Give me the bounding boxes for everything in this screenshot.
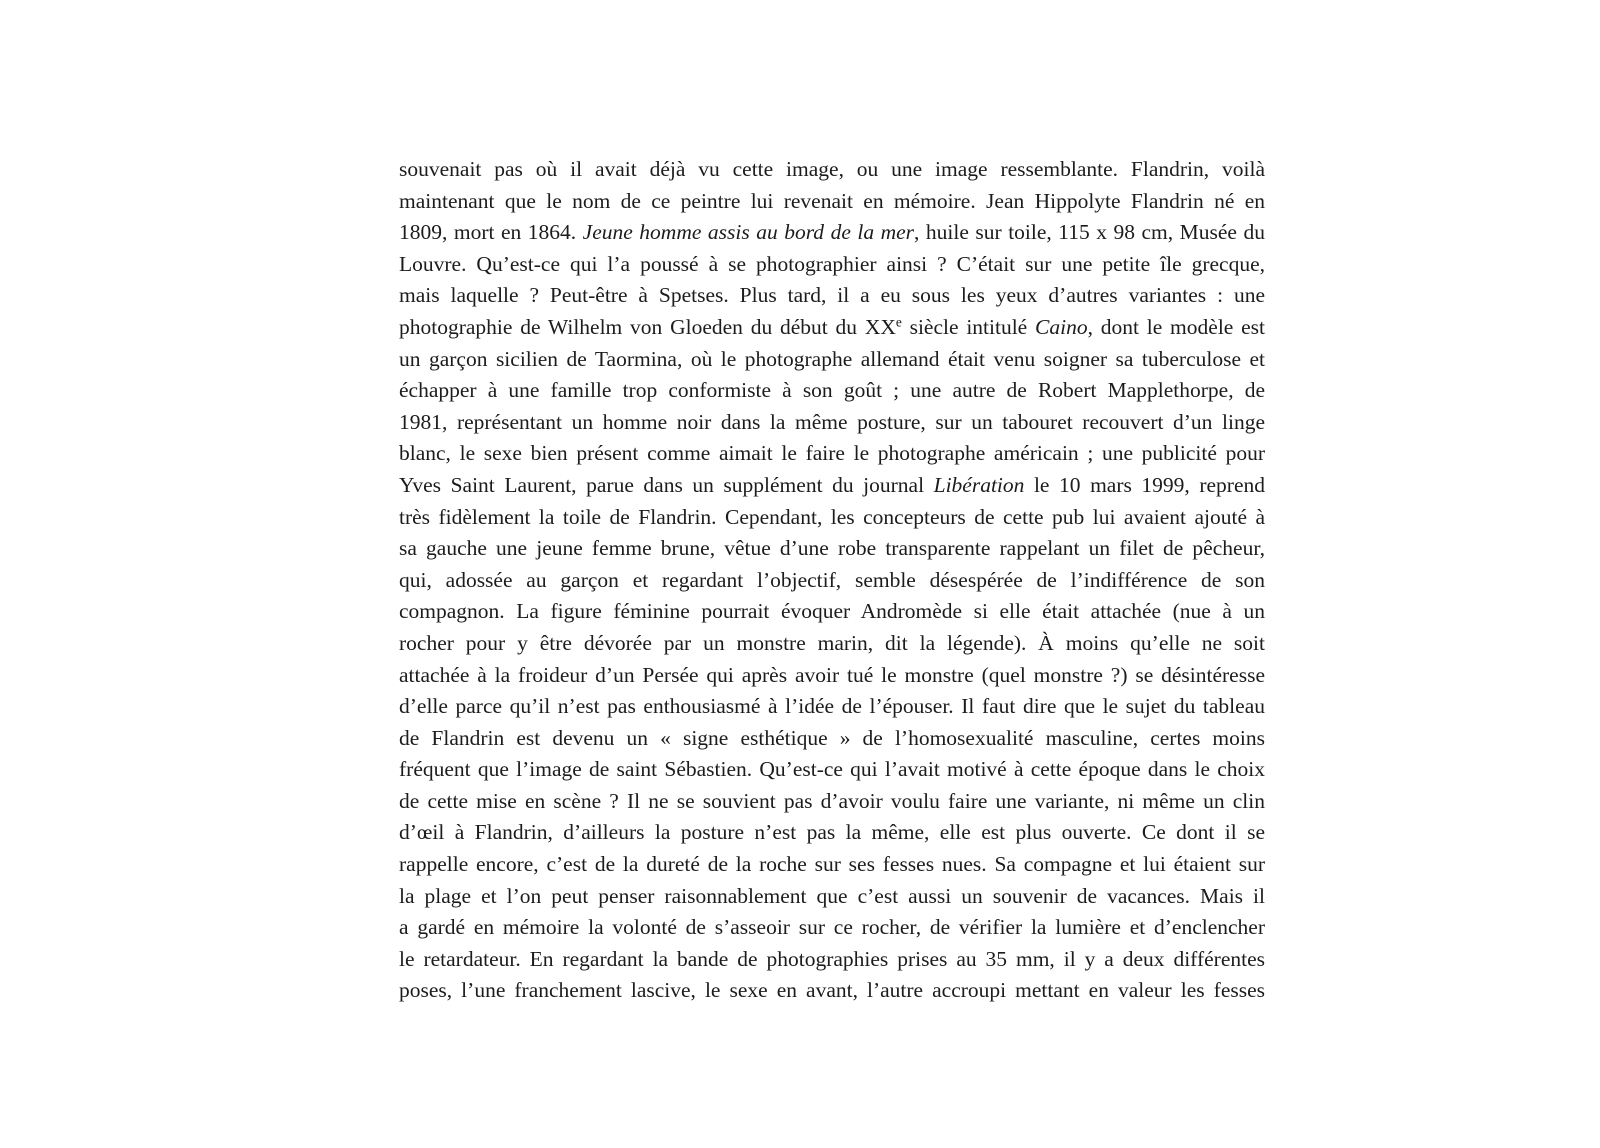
text-line: [399, 723, 1265, 755]
text-segment: maintenant que le nom de ce peintre lui revenait en mémoire. Jean Hippolyte Flandrin né en: [399, 188, 1265, 213]
text-segment: 1981, représentant un homme noir dans la même posture, sur un tabouret recouvert d’un linge: [399, 409, 1265, 434]
text-line: [399, 375, 1265, 407]
text-line: [399, 975, 1265, 1007]
text-line: [399, 817, 1265, 849]
text-line: [399, 438, 1265, 470]
text-segment: poses, l’une franchement lascive, le sexe en avant, l’autre accroupi mettant en valeur les fesses: [399, 978, 1265, 1003]
text-segment: d’elle parce qu’il n’est pas enthousiasmé à l’idée de l’épouser. Il faut dire que le sujet du tableau: [399, 694, 1265, 719]
text-line: [399, 881, 1265, 913]
text-segment: d’œil à Flandrin, d’ailleurs la posture n’est pas la même, elle est plus ouverte. Ce dont il se: [399, 820, 1265, 845]
text-line: [399, 470, 1265, 502]
text-line: [399, 312, 1265, 344]
italic-title: Jeune homme assis au bord de la mer: [582, 220, 915, 245]
text-line: [399, 849, 1265, 881]
text-line: [399, 628, 1265, 660]
text-line: [399, 691, 1265, 723]
text-segment: , huile sur toile, 115 x 98 cm, Musée du: [914, 220, 1265, 245]
text-segment: échapper à une famille trop conformiste à son goût ; une autre de Robert Mapplethorpe, de: [399, 378, 1265, 403]
text-segment: de cette mise en scène ? Il ne se souvient pas d’avoir voulu faire une variante, ni même un clin: [399, 788, 1265, 813]
text-segment: un garçon sicilien de Taormina, où le photographe allemand était venu soigner sa tuberculose et: [399, 346, 1265, 371]
text-segment: la plage et l’on peut penser raisonnablement que c’est aussi un souvenir de vacances. Mais il: [399, 883, 1265, 908]
text-line: [399, 660, 1265, 692]
body-text: [399, 154, 1265, 1007]
text-segment: compagnon. La figure féminine pourrait évoquer Andromède si elle était attachée (nue à un: [399, 599, 1265, 624]
text-line: [399, 186, 1265, 218]
text-line: [399, 217, 1265, 249]
text-segment: blanc, le sexe bien présent comme aimait le faire le photographe américain ; une publicité pour: [399, 441, 1265, 466]
text-segment: Louvre. Qu’est-ce qui l’a poussé à se photographier ainsi ? C’était sur une petite île grecque,: [399, 251, 1265, 276]
text-line: [399, 944, 1265, 976]
text-line: [399, 249, 1265, 281]
text-line: [399, 565, 1265, 597]
text-segment: rappelle encore, c’est de la dureté de la roche sur ses fesses nues. Sa compagne et lui étaient sur: [399, 852, 1265, 877]
text-line: [399, 407, 1265, 439]
text-line: [399, 280, 1265, 312]
text-segment: de Flandrin est devenu un « signe esthétique » de l’homosexualité masculine, certes moins: [399, 725, 1265, 750]
text-line: [399, 786, 1265, 818]
text-segment: mais laquelle ? Peut-être à Spetses. Plus tard, il a eu sous les yeux d’autres variantes : une: [399, 283, 1265, 308]
text-line: [399, 533, 1265, 565]
text-segment: très fidèlement la toile de Flandrin. Cependant, les concepteurs de cette pub lui avaient ajouté à: [399, 504, 1265, 529]
text-segment: attachée à la froideur d’un Persée qui après avoir tué le monstre (quel monstre ?) se désintéresse: [399, 662, 1265, 687]
text-segment: sa gauche une jeune femme brune, vêtue d’une robe transparente rappelant un filet de pêcheur,: [399, 536, 1265, 561]
text-segment: photographie de Wilhelm von Gloeden du début du XX: [399, 314, 896, 339]
superscript: e: [895, 314, 902, 330]
text-line: [399, 502, 1265, 534]
text-segment: le retardateur. En regardant la bande de photographies prises au 35 mm, il y a deux différentes: [399, 946, 1265, 971]
text-line: [399, 344, 1265, 376]
text-segment: rocher pour y être dévorée par un monstre marin, dit la légende). À moins qu’elle ne soit: [399, 630, 1265, 655]
italic-title: Libération: [933, 472, 1025, 497]
text-line: [399, 754, 1265, 786]
text-segment: fréquent que l’image de saint Sébastien. Qu’est-ce qui l’avait motivé à cette époque dans le choix: [399, 757, 1265, 782]
italic-title: Caino: [1035, 314, 1088, 339]
text-line: [399, 596, 1265, 628]
text-segment: a gardé en mémoire la volonté de s’asseoir sur ce rocher, de vérifier la lumière et d’enclencher: [399, 915, 1265, 940]
text-line: [399, 912, 1265, 944]
text-segment: 1809, mort en 1864.: [399, 220, 583, 245]
text-segment: , dont le modèle est: [1087, 314, 1265, 339]
text-segment: le 10 mars 1999, reprend: [1024, 472, 1265, 497]
text-segment: souvenait pas où il avait déjà vu cette image, ou une image ressemblante. Flandrin, voilà: [399, 157, 1265, 181]
text-segment: Yves Saint Laurent, parue dans un supplément du journal: [399, 472, 934, 497]
text-line: [399, 154, 1265, 186]
text-segment: qui, adossée au garçon et regardant l’objectif, semble désespérée de l’indifférence de son: [399, 567, 1265, 592]
text-segment: siècle intitulé: [901, 314, 1036, 339]
